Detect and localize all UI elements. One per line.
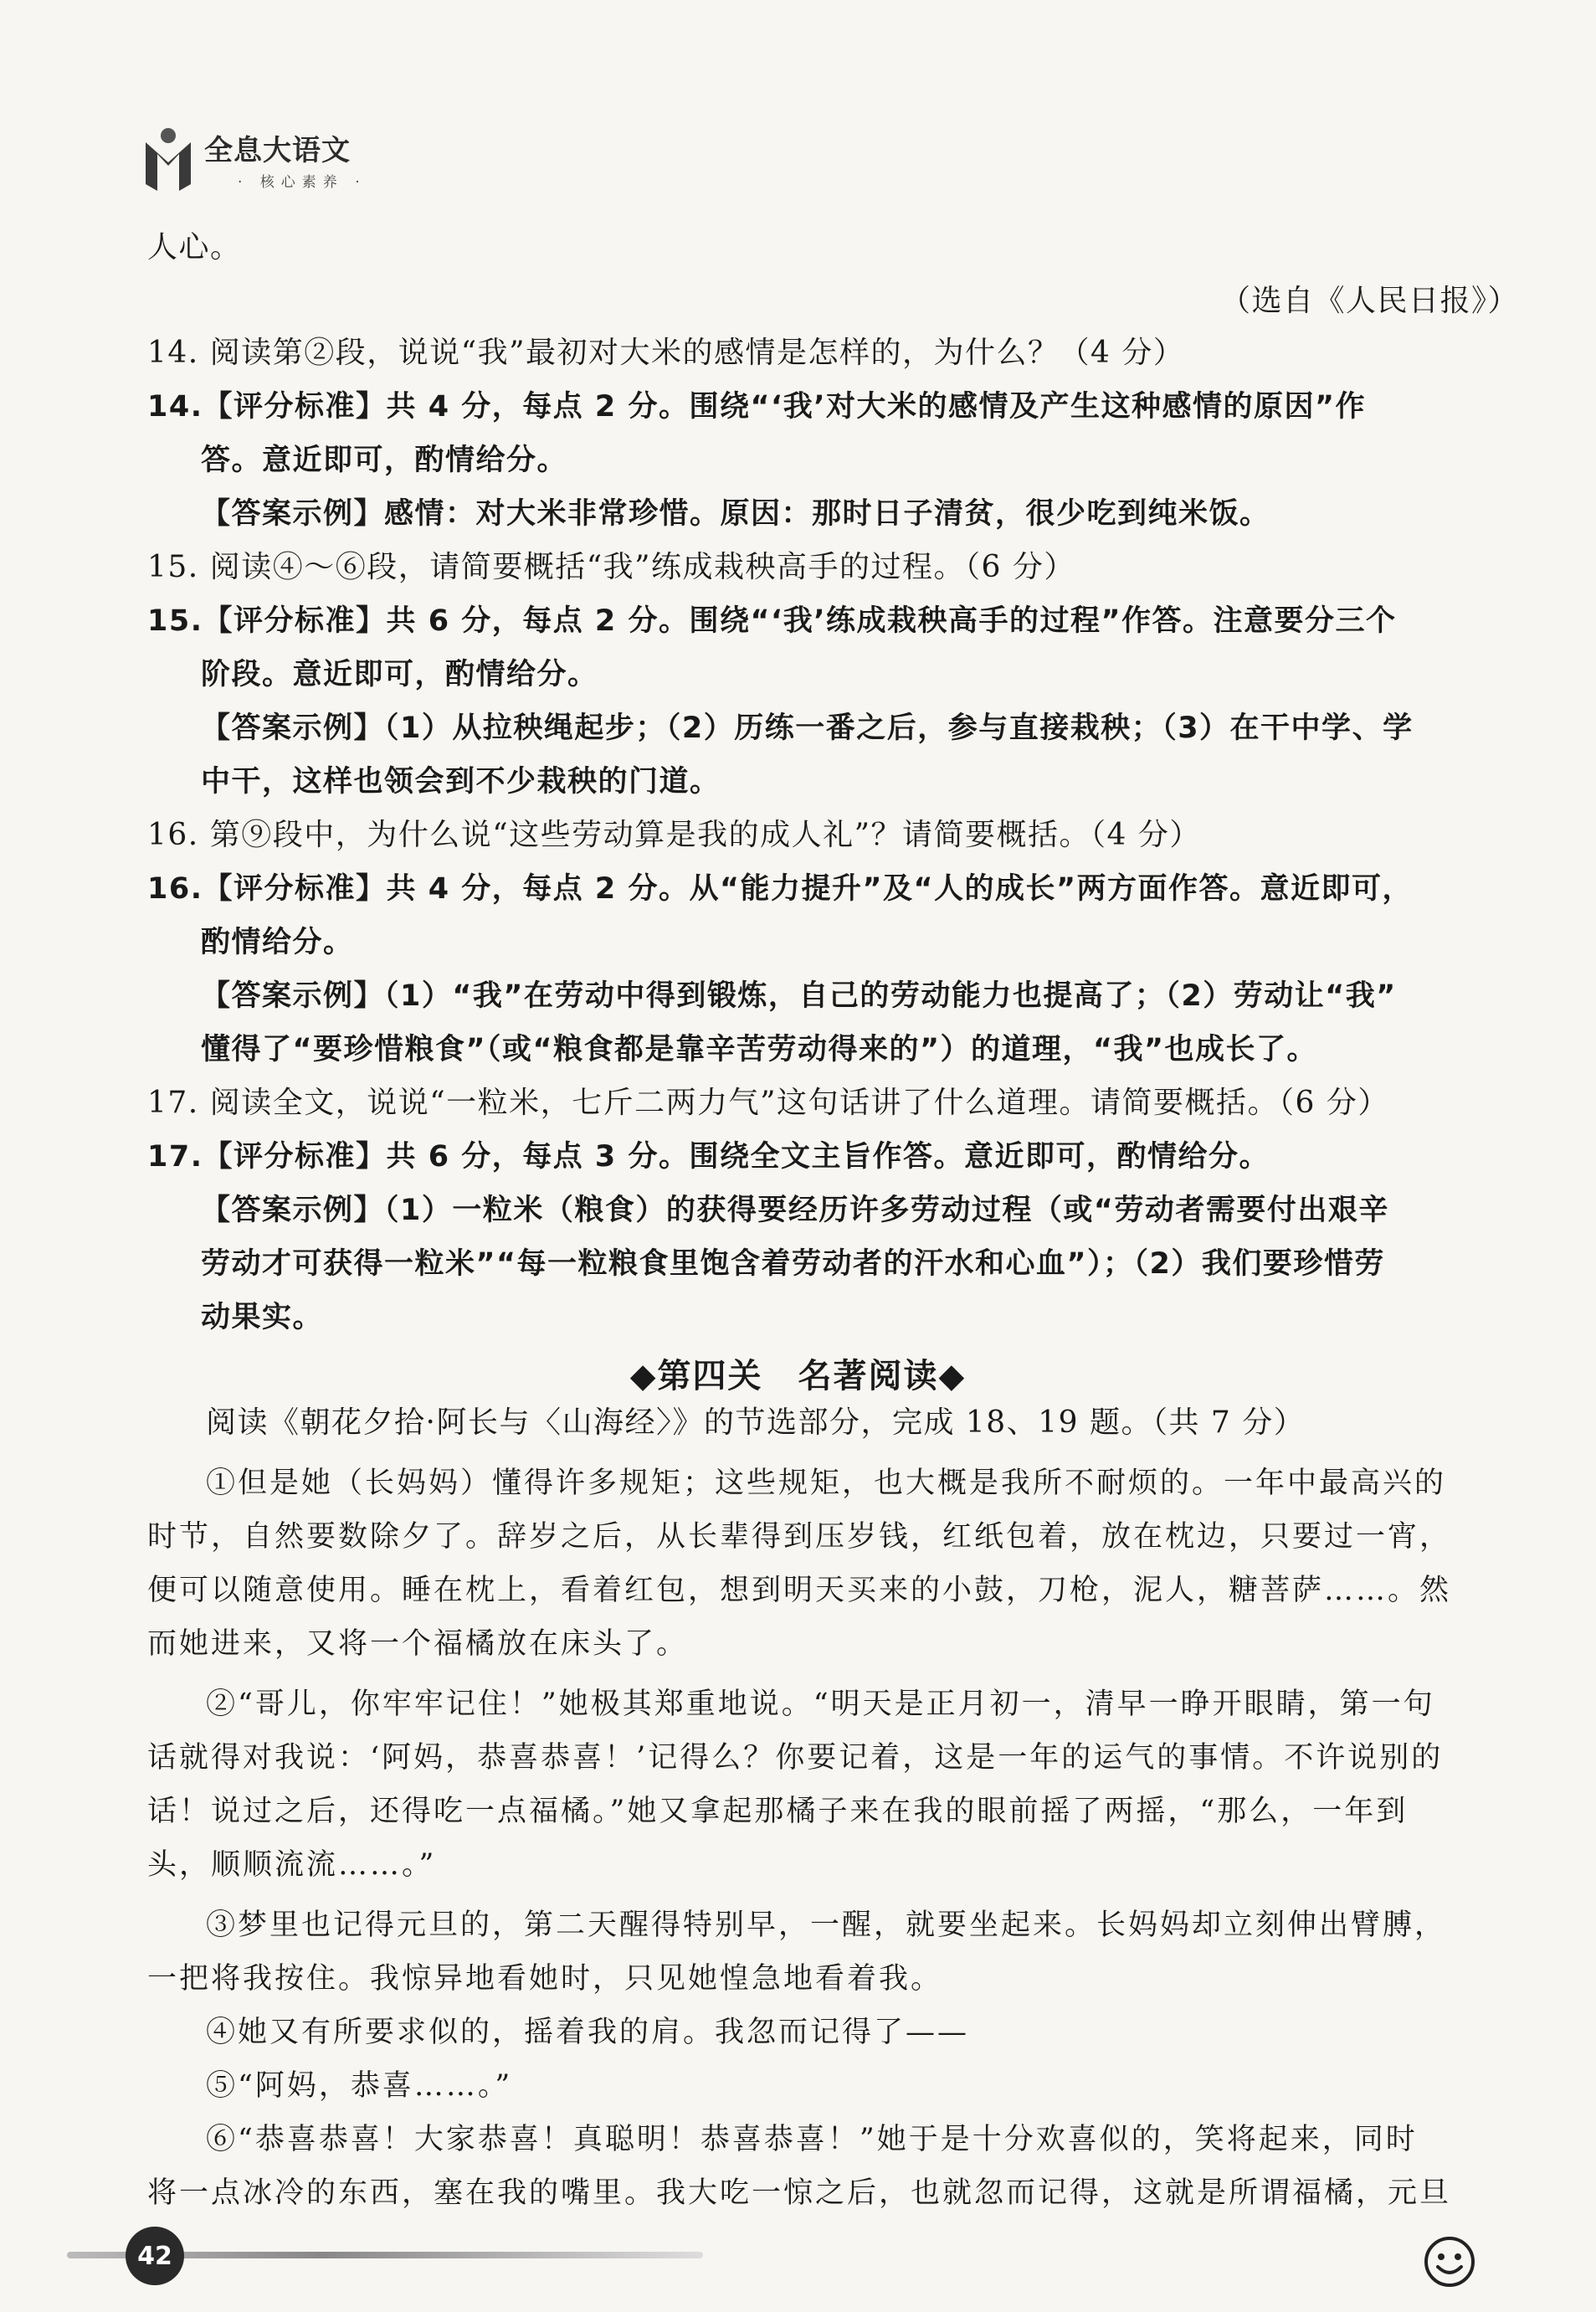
question-17: 17. 阅读全文，说说“一粒米，七斤二两力气”这句话讲了什么道理。请简要概括。（6 分） [147,1086,1389,1120]
answer-17-cont: 劳动才可获得一粒米”“每一粒粮食里饱含着劳动者的汗水和心血”）；（2）我们要珍惜劳 [201,1247,1385,1281]
answer-15-cont: 中干，这样也领会到不少栽秧的门道。 [201,765,721,799]
question-14: 14. 阅读第②段，说说“我”最初对大米的感情是怎样的，为什么？（4 分） [147,336,1185,370]
passage-line: 将一点冰冷的东西，塞在我的嘴里。我大吃一惊之后，也就忽而记得，这就是所谓福橘，元旦 [147,2176,1452,2210]
question-15: 15. 阅读④～⑥段，请简要概括“我”练成栽秧高手的过程。（6 分） [147,550,1075,584]
passage-line: ②“哥儿，你牢牢记住！”她极其郑重地说。“明天是正月初一，清早一睁开眼睛，第一句 [206,1688,1435,1721]
answer-17: 【答案示例】（1）一粒米（粮食）的获得要经历许多劳动过程（或“劳动者需要付出艰辛 [201,1194,1389,1227]
passage-line: ⑤“阿妈，恭喜……。” [206,2069,513,2103]
section-title: ◆第四关 名著阅读◆ [629,1357,967,1395]
answer-16-cont: 懂得了“要珍惜粮食”（或“粮食都是靠辛苦劳动得来的”）的道理，“我”也成长了。 [201,1033,1318,1066]
passage-line: ⑥“恭喜恭喜！大家恭喜！真聪明！恭喜恭喜！”她于是十分欢喜似的，笑将起来，同时 [206,2123,1418,2156]
passage-line: 便可以随意使用。睡在枕上，看着红包，想到明天买来的小鼓，刀枪，泥人，糖菩萨……。然 [147,1574,1452,1607]
passage-line: 话就得对我说：‘阿妈，恭喜恭喜！’记得么？你要记着，这是一年的运气的事情。不许说别的 [147,1741,1444,1775]
text-line: 人心。 [147,230,242,265]
passage-line: 话！说过之后，还得吃一点福橘。”她又拿起那橘子来在我的眼前摇了两摇，“那么，一年到 [147,1795,1409,1828]
scoring-15: 15.【评分标准】共 6 分，每点 2 分。围绕“‘我’练成栽秧高手的过程”作答。注意要分三个 [147,604,1397,638]
smiley-icon [1423,2235,1476,2289]
passage-line: 头，顺顺流流……。” [147,1848,437,1882]
passage-line: 而她进来，又将一个福橘放在床头了。 [147,1627,689,1661]
reading-intro: 阅读《朝花夕拾·阿长与〈山海经〉》的节选部分，完成 18、19 题。（共 7 分） [206,1405,1306,1440]
question-16: 16. 第⑨段中，为什么说“这些劳动算是我的成人礼”？请简要概括。（4 分） [147,818,1201,852]
page-number: 42 [126,2227,184,2285]
answer-17-cont2: 动果实。 [201,1301,324,1334]
passage-line: 时节，自然要数除夕了。辞岁之后，从长辈得到压岁钱，红纸包着，放在枕边，只要过一宵， [147,1520,1452,1554]
scoring-16-cont: 酌情给分。 [201,926,354,959]
logo-icon [142,126,194,193]
source-citation: （选自《人民日报》） [1220,284,1520,318]
passage-line: ③梦里也记得元旦的，第二天醒得特别早，一醒，就要坐起来。长妈妈却立刻伸出臂膊， [206,1909,1447,1942]
answer-14: 【答案示例】感情：对大米非常珍惜。原因：那时日子清贫，很少吃到纯米饭。 [201,497,1270,531]
scoring-17: 17.【评分标准】共 6 分，每点 3 分。围绕全文主旨作答。意近即可，酌情给分。 [147,1140,1270,1174]
scoring-14: 14.【评分标准】共 4 分，每点 2 分。围绕“‘我’对大米的感情及产生这种感情的原因”作 [147,390,1367,424]
scoring-14-cont: 答。意近即可，酌情给分。 [201,444,568,477]
logo-subtitle: · 核心素养 · [238,174,367,191]
passage-line: 一把将我按住。我惊异地看她时，只见她惶急地看着我。 [147,1962,943,1996]
scoring-15-cont: 阶段。意近即可，酌情给分。 [201,658,598,691]
passage-line: ④她又有所要求似的，摇着我的肩。我忽而记得了—— [206,2016,970,2049]
answer-16: 【答案示例】（1）“我”在劳动中得到锻炼，自己的劳动能力也提高了；（2）劳动让“我” [201,979,1397,1013]
passage-line: ①但是她（长妈妈）懂得许多规矩；这些规矩，也大概是我所不耐烦的。一年中最高兴的 [206,1467,1447,1500]
scoring-16: 16.【评分标准】共 4 分，每点 2 分。从“能力提升”及“人的成长”两方面作答。意近即可， [147,872,1413,906]
logo-title: 全息大语文 [204,134,351,167]
answer-15: 【答案示例】（1）从拉秧绳起步；（2）历练一番之后，参与直接栽秧；（3）在干中学、学 [201,712,1414,745]
publisher-logo [142,121,393,197]
